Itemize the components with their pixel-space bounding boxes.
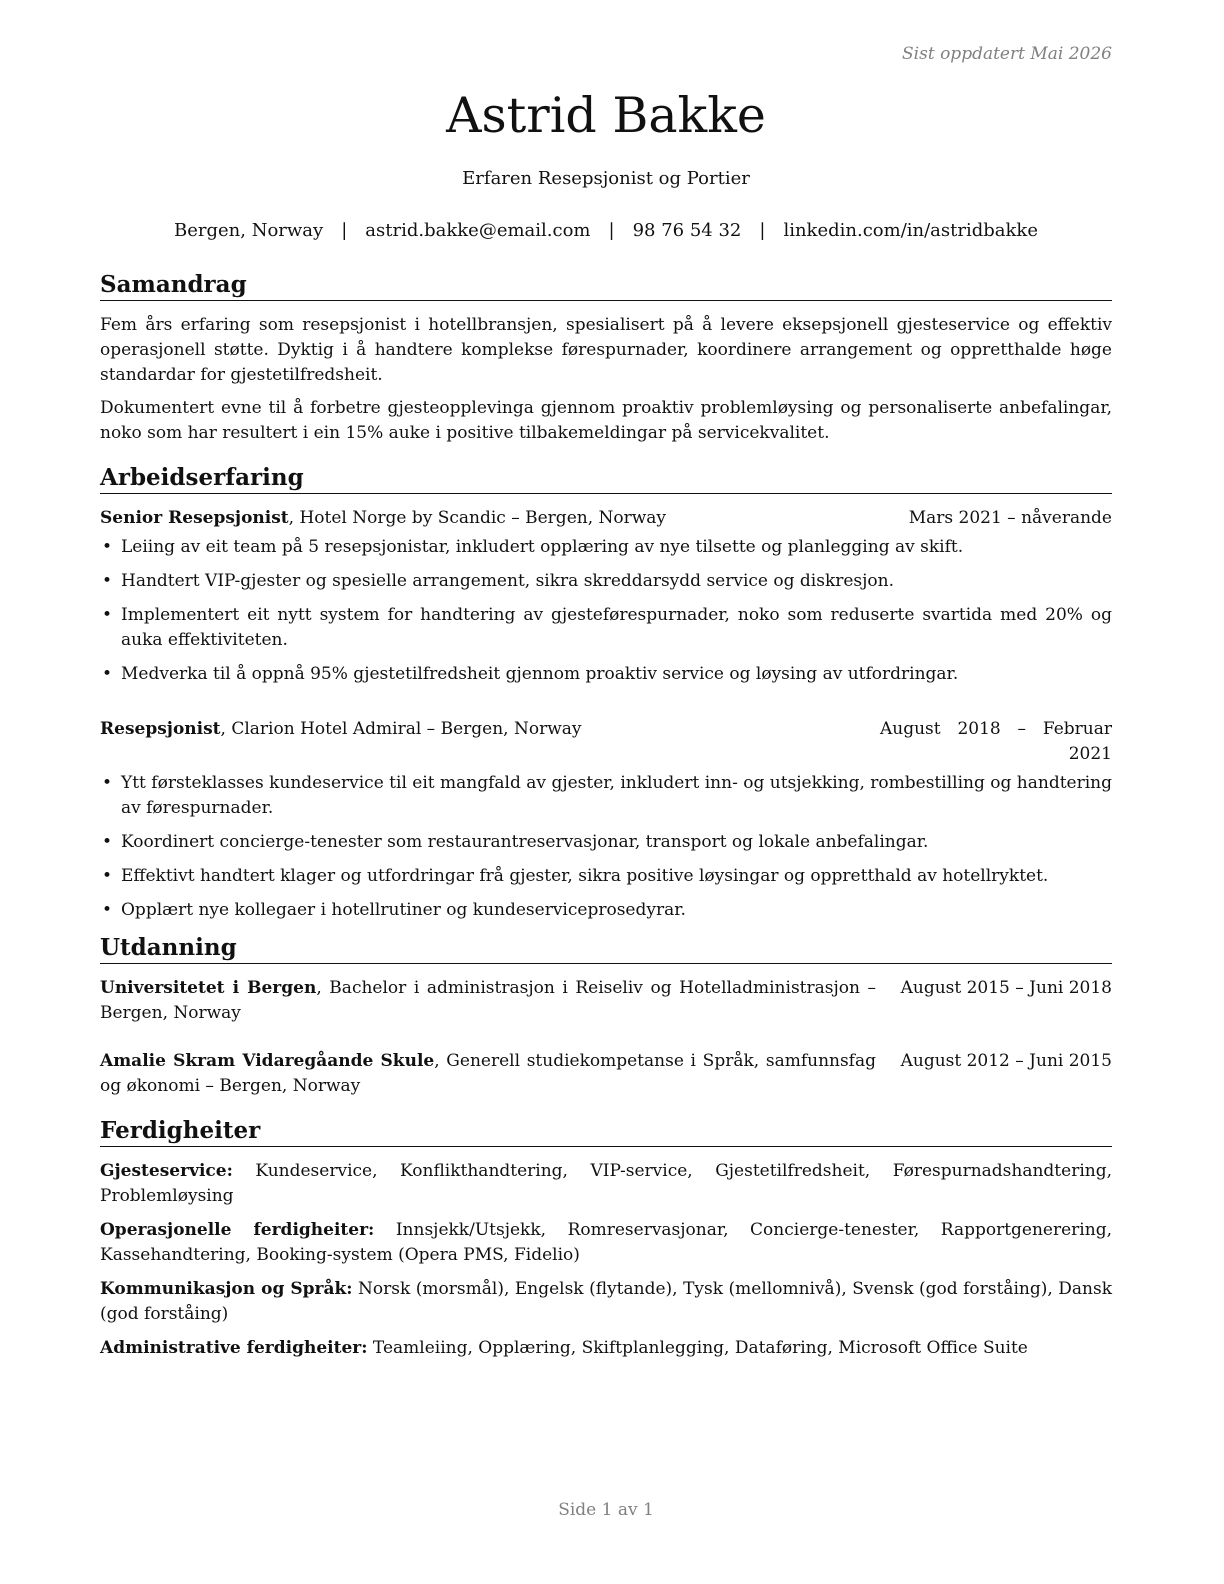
job-bullets (100, 535, 1112, 687)
job-entry (100, 717, 1112, 923)
summary-paragraph: Fem års erfaring som resepsjonist i hotellbransjen, spesialisert på å levere eksepsjonell gjesteservice og effektiv operasjonell støtte. Dyktig i å handtere komplekse førespurnader, koordinere arrangement og oppretthalde høge standardar for gjestetilfredsheit. (100, 315, 1112, 385)
skill-label: Administrative ferdigheiter: (100, 1338, 368, 1358)
list-item: • Koordinert concierge-tenester som restaurantreservasjonar, transport og lokale anbefalingar. (100, 830, 1112, 855)
contact-separator: | (759, 220, 766, 241)
list-item: • Ytt førsteklasses kundeservice til eit mangfald av gjester, inkludert inn- og utsjekking, rombestilling og handtering av førespurnader. (100, 771, 1112, 821)
contact-line (100, 218, 1112, 244)
job-title: Senior Resepsjonist (100, 508, 289, 528)
list-item: • Leiing av eit team på 5 resepsjonistar, inkludert opplæring av nye tilsette og planlegging av skift. (100, 535, 1112, 560)
skill-row (100, 1336, 1112, 1361)
education-dates: August 2015 – Juni 2018 (900, 978, 1112, 998)
summary-paragraph: Dokumentert evne til å forbetre gjesteopplevinga gjennom proaktiv problemløysing og personaliserte anbefalingar, noko som har resultert i ein 15% auke i positive tilbakemeldingar på servicekvalitet. (100, 398, 1112, 443)
contact-separator: | (341, 220, 348, 241)
job-employer: , Hotel Norge by Scandic – Bergen, Norway (288, 508, 667, 528)
contact-location: Bergen, Norway (174, 220, 324, 241)
degree: , Bachelor i administrasjon i Reiseliv og Hotelladministrasjon – Bergen, Norway (100, 978, 877, 1023)
education-section (100, 933, 1112, 1099)
contact-separator: | (608, 220, 615, 241)
skill-label: Operasjonelle ferdigheiter: (100, 1220, 375, 1240)
job-header (100, 717, 1112, 767)
school-name: Amalie Skram Vidaregåande Skule (100, 1051, 435, 1071)
skill-text: Innsjekk/Utsjekk, Romreservasjonar, Concierge-tenester, Rapportgenerering, Kassehandtering, Booking-system (Opera PMS, Fidelio) (100, 1220, 1112, 1265)
education-entry (100, 976, 1112, 1026)
section-heading: Arbeidserfaring (100, 463, 1112, 494)
candidate-name: Astrid Bakke (446, 87, 766, 144)
skill-label: Gjesteservice: (100, 1161, 233, 1181)
job-dates: Mars 2021 – nåverande (908, 508, 1112, 528)
skill-text: Teamleiing, Opplæring, Skiftplanlegging, Dataføring, Microsoft Office Suite (367, 1338, 1028, 1358)
section-heading: Utdanning (100, 933, 1112, 964)
education-entry (100, 1049, 1112, 1099)
candidate-headline: Erfaren Resepsjonist og Portier (462, 168, 750, 189)
education-dates: August 2012 – Juni 2015 (900, 1051, 1112, 1071)
skill-text: Kundeservice, Konflikthandtering, VIP-service, Gjestetilfredsheit, Førespurnadshandtering, Problemløysing (100, 1161, 1112, 1206)
list-item: • Implementert eit nytt system for handtering av gjesteførespurnader, noko som reduserte svartida med 20% og auka effektiviteten. (100, 603, 1112, 653)
experience-section (100, 463, 1112, 932)
resume-page (100, 0, 1112, 1584)
skill-row (100, 1159, 1112, 1209)
section-heading: Ferdigheiter (100, 1116, 1112, 1147)
job-bullets (100, 771, 1112, 923)
contact-phone: 98 76 54 32 (632, 220, 742, 241)
skill-text: Norsk (morsmål), Engelsk (flytande), Tysk (mellomnivå), Svensk (god forståing), Dansk (god forståing) (100, 1279, 1112, 1324)
job-title: Resepsjonist (100, 719, 221, 739)
last-updated: Sist oppdatert Mai 2026 (902, 44, 1112, 64)
skill-row (100, 1277, 1112, 1327)
skill-row (100, 1218, 1112, 1268)
job-dates: August 2018 – Februar 2021 (880, 719, 1112, 764)
school-name: Universitetet i Bergen (100, 978, 317, 998)
list-item: • Effektivt handtert klager og utfordringar frå gjester, sikra positive løysingar og oppretthald av hotellryktet. (100, 864, 1112, 889)
job-employer: , Clarion Hotel Admiral – Bergen, Norway (220, 719, 582, 739)
job-entry (100, 506, 1112, 687)
degree: , Generell studiekompetanse i Språk, samfunnsfag og økonomi – Bergen, Norway (100, 1051, 876, 1096)
page-number: Side 1 av 1 (558, 1500, 654, 1520)
list-item: • Opplært nye kollegaer i hotellrutiner og kundeserviceprosedyrar. (100, 898, 1112, 923)
section-heading: Samandrag (100, 270, 1112, 301)
job-header (100, 506, 1112, 531)
skills-section (100, 1116, 1112, 1370)
skill-label: Kommunikasjon og Språk: (100, 1279, 353, 1299)
summary-section (100, 270, 1112, 454)
contact-email[interactable]: astrid.bakke@email.com (365, 220, 591, 241)
list-item: • Handtert VIP-gjester og spesielle arrangement, sikra skreddarsydd service og diskresjon. (100, 569, 1112, 594)
contact-linkedin[interactable]: linkedin.com/in/astridbakke (783, 220, 1038, 241)
list-item: • Medverka til å oppnå 95% gjestetilfredsheit gjennom proaktiv service og løysing av utfordringar. (100, 662, 1112, 687)
